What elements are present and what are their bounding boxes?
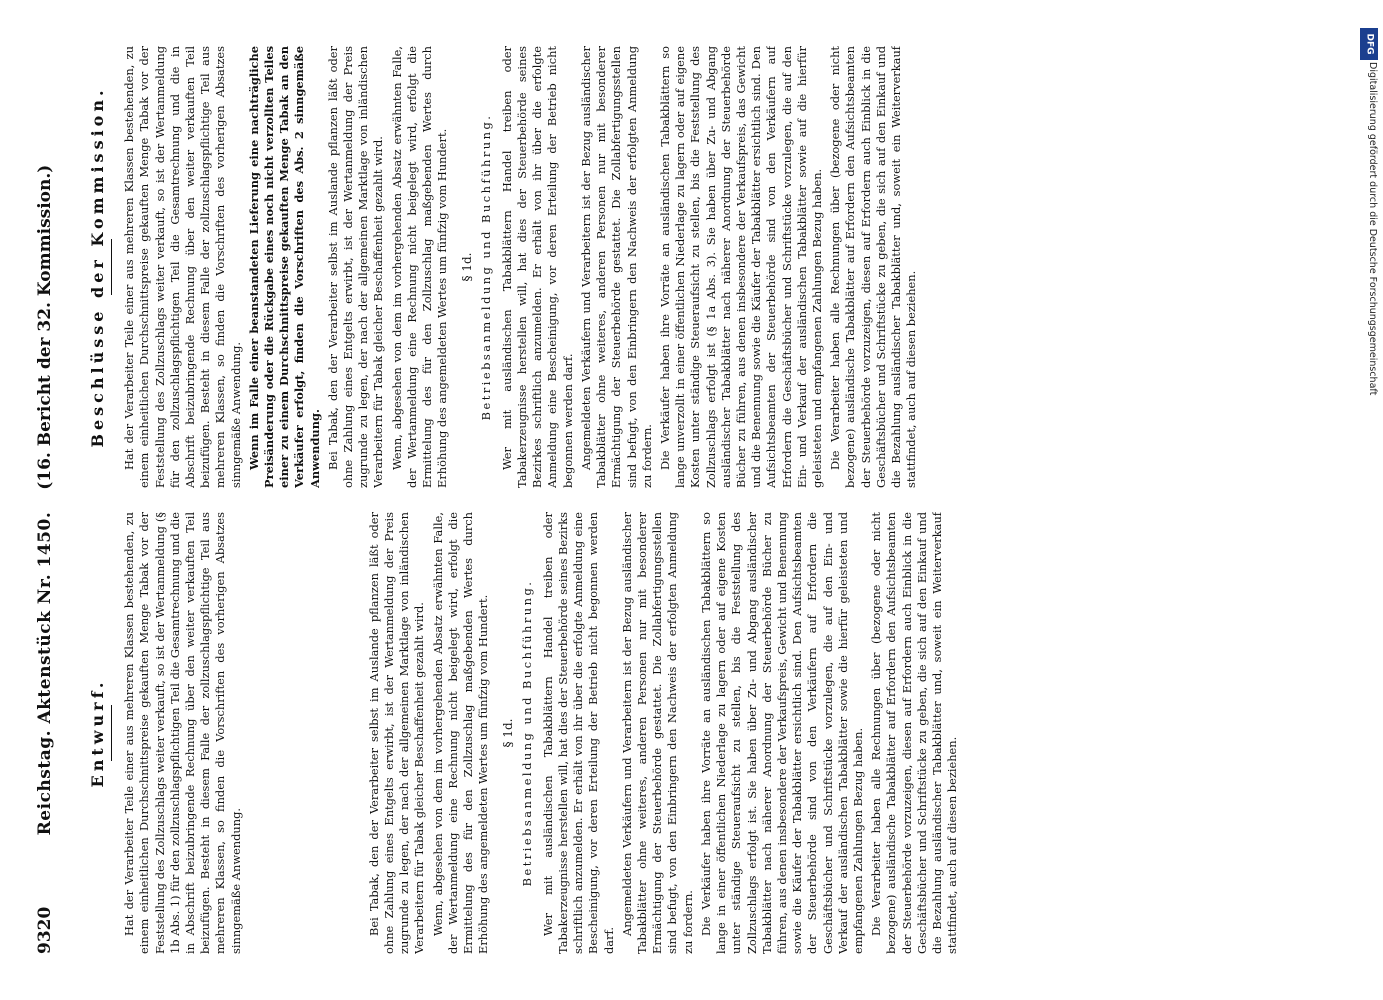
header-title-group — [30, 46, 60, 954]
paragraph: Hat der Verarbeiter Teile einer aus mehreren Klassen bestehenden, zu einem einheitlichen Durchschnittspreise gekauften Menge Tabak vor der Feststellung des Zollzuschlags weiter verkauft, so ist der Wertanmeldung für den zollzuschlagspflichtigen Teil die Gesamtrechnung und die in Abschrift beizubringende Rechnung über den weiter verkauften Teil beizufügen. Besteht in diesem Falle der zollzuschlagspflichtige Teil aus mehreren Klassen, so finden die Vorschriften des vorherigen Absatzes sinngemäße Anwendung. — [121, 46, 243, 488]
page-number: 9320 — [34, 906, 55, 954]
paragraph: Bei Tabak, den der Verarbeiter selbst im Auslande pflanzen läßt oder ohne Zahlung eines Entgelts erwirbt, ist der Wertanmeldung der Preis zugrunde zu legen, der nach der allgemeinen Marktlage von inländischen Verarbeitern für Tabak gleicher Beschaffenheit gezahlt wird. — [325, 46, 385, 488]
document-page — [22, 20, 1362, 980]
column-title-beschluesse: Beschlüsse der Kommission. — [87, 86, 107, 448]
document-title: Reichstag. Aktenstück Nr. 1450. — [34, 511, 55, 836]
spacer — [246, 512, 366, 954]
paragraph: Wenn, abgesehen von dem im vorhergehenden Absatz erwähnten Falle, der Wertanmeldung eine Rechnung nicht beigelegt wird, erfolgt die Ermittelung des für den Zollzuschlag maßgebenden Wertes durch Erhöhung des angemeldeten Wertes um fünfzig vom Hundert. — [389, 46, 449, 488]
column-title-entwurf: Entwurf. — [87, 678, 107, 788]
paragraph: Wenn, abgesehen von dem im vorhergehenden Absatz erwähnten Falle, der Wertanmeldung eine Rechnung nicht beigelegt wird, erfolgt die Ermittelung des für den Zollzuschlag maßgebenden Wertes durch Erhöhung des angemeldeten Wertes um fünfzig vom Hundert. — [430, 512, 490, 954]
paragraph-inserted-bold: Wenn im Falle einer beanstandeten Lieferung eine nachträgliche Preisänderung oder die Rückgabe eines noch nicht verzollten Teiles einer zu einem Durchschnittspreise gekauften Menge Tabak an den Verkäufer erfolgt, finden die Vorschriften des Abs. 2 sinngemäße Anwendung. — [246, 46, 322, 488]
digitization-credit: Digitalisierung gefördert durch die Deutsche Forschungsgemeinschaft — [1367, 62, 1378, 396]
title-rule — [111, 705, 112, 761]
paragraph: Die Verkäufer haben ihre Vorräte an ausländischen Tabakblättern so lange in einer öffentlichen Niederlage zu lagern oder auf eigene Kosten unter ständige Steueraufsicht zu stellen, bis die Feststellung des Zollzuschlags erfolgt ist. Sie haben über Zu- und Abgang ausländischer Tabakblätter nach näherer Anordnung der Steuerbehörde Bücher zu führen, aus denen insbesondere der Verkaufspreis, Gewicht und Benennung sowie die Käufer der Tabakblätter ersichtlich sind. Den Aufsichtsbeamten der Steuerbehörde sind von den Verkäufern auf Erfordern die Geschäftsbücher und Schriftstücke vorzulegen, die auf den Ein- und Verkauf der ausländischen Tabakblätter sowie die hierfür geleisteten und empfangenen Zahlungen Bezug haben. — [698, 512, 865, 954]
section-heading: Betriebsanmeldung und Buchführung. — [478, 113, 493, 421]
paragraph: Die Verarbeiter haben alle Rechnungen über (bezogene oder nicht bezogene) ausländische Tabakblätter auf Erfordern den Aufsichtsbeamten der Steuerbehörde vorzuzeigen, diesen auf Erfordern auch Einblick in die Geschäftsbücher und Schriftstücke zu geben, die sich auf den Einkauf und die Bezahlung ausländischer Tabakblätter und, soweit ein Weiterverkauf stattfindet, auch auf diesen beziehen. — [827, 46, 918, 488]
dfg-logo: DFG — [1360, 28, 1378, 60]
column-beschluesse — [80, 46, 1352, 488]
page-header — [30, 46, 60, 954]
section-number: § 1d. — [459, 252, 474, 282]
paragraph: Bei Tabak, den der Verarbeiter selbst im Auslande pflanzen läßt oder ohne Zahlung eines Entgelts erwirbt, ist der Wertanmeldung der Preis zugrunde zu legen, der nach der allgemeinen Marktlage von inländischen Verarbeitern für Tabak gleicher Beschaffenheit gezahlt wird. — [366, 512, 426, 954]
section-number: § 1d. — [500, 718, 515, 748]
paragraph: Wer mit ausländischen Tabakblättern Handel treiben oder Tabakerzeugnisse herstellen will, hat dies der Steuerbehörde seines Bezirks schriftlich anzumelden. Er erhält von ihr über die erfolgte Anmeldung eine Bescheinigung, vor deren Erteilung der Betrieb nicht begonnen werden darf. — [540, 512, 616, 954]
paragraph: Die Verkäufer haben ihre Vorräte an ausländischen Tabakblättern so lange unverzollt in einer öffentlichen Niederlage zu lagern oder auf eigene Kosten unter ständige Steueraufsicht zu stellen, bis die Feststellung des Zollzuschlags erfolgt ist (§ 1a Abs. 3). Sie haben über Zu- und Abgang ausländischer Tabakblätter nach näherer Anordnung der Steuerbehörde Bücher zu führen, aus denen insbesondere der Verkaufspreis, das Gewicht und die Benennung sowie die Käufer der Tabakblätter ersichtlich sind. Den Aufsichtsbeamten der Steuerbehörde sind von den Verkäufern auf Erfordern die Geschäftsbücher und Schriftstücke vorzulegen, die auf den Ein- und Verkauf der ausländischen Tabakblätter sowie auf die hierfür geleisteten und empfangenen Zahlungen Bezug haben. — [657, 46, 824, 488]
paragraph: Wer mit ausländischen Tabakblättern Handel treiben oder Tabakerzeugnisse herstellen will, hat dies der Steuerbehörde seines Bezirkes schriftlich anzumelden. Er erhält von ihr über die erfolgte Anmeldung eine Bescheinigung, vor deren Erteilung der Betrieb nicht begonnen werden darf. — [499, 46, 575, 488]
paragraph: Hat der Verarbeiter Teile einer aus mehreren Klassen bestehenden, zu einem einheitlichen Durchschnittspreise gekauften Menge Tabak vor der Feststellung des Zollzuschlags weiter verkauft, so ist der Wertanmeldung (§ 1b Abs. 1) für den zollzuschlagspflichtigen Teil die Gesamtrechnung und die in Abschrift beizubringende Rechnung über den weiter verkauften Teil beizufügen. Besteht in diesem Falle der zollzuschlagspflichtige Teil aus mehreren Klassen, so finden die Vorschriften des vorherigen Absatzes sinngemäße Anwendung. — [121, 512, 243, 954]
paragraph: Die Verarbeiter haben alle Rechnungen über (bezogene oder nicht bezogene) ausländische Tabakblätter auf Erfordern den Aufsichtsbeamten der Steuerbehörde vorzuzeigen, diesen auf Erfordern auch Einblick in die Geschäftsbücher und Schriftstücke zu geben, die sich auf den Einkauf und die Bezahlung ausländischer Tabakblätter und, soweit ein Weiterverkauf stattfindet, auch auf diesen beziehen. — [868, 512, 959, 954]
digitization-sidebar — [1360, 28, 1380, 994]
document-subtitle: (16. Bericht der 32. Kommission.) — [34, 164, 55, 490]
paragraph: Angemeldeten Verkäufern und Verarbeitern ist der Bezug ausländischer Tabakblätter ohne weiteres, anderen Personen nur mit besonderer Ermächtigung der Steuerbehörde gestattet. Die Zollabfertigungsstellen sind befugt, von den Einbringern den Nachweis der erfolgten Anmeldung zu fordern. — [578, 46, 654, 488]
section-heading: Betriebsanmeldung und Buchführung. — [519, 579, 534, 887]
title-rule — [111, 239, 112, 295]
paragraph: Angemeldeten Verkäufern und Verarbeitern ist der Bezug ausländischer Tabakblätter ohne weiteres, anderen Personen nur mit besonderer Ermächtigung der Steuerbehörde gestattet. Die Zollabfertigungsstellen sind befugt, von den Einbringern den Nachweis der erfolgten Anmeldung zu fordern. — [619, 512, 695, 954]
column-entwurf — [80, 512, 1352, 954]
